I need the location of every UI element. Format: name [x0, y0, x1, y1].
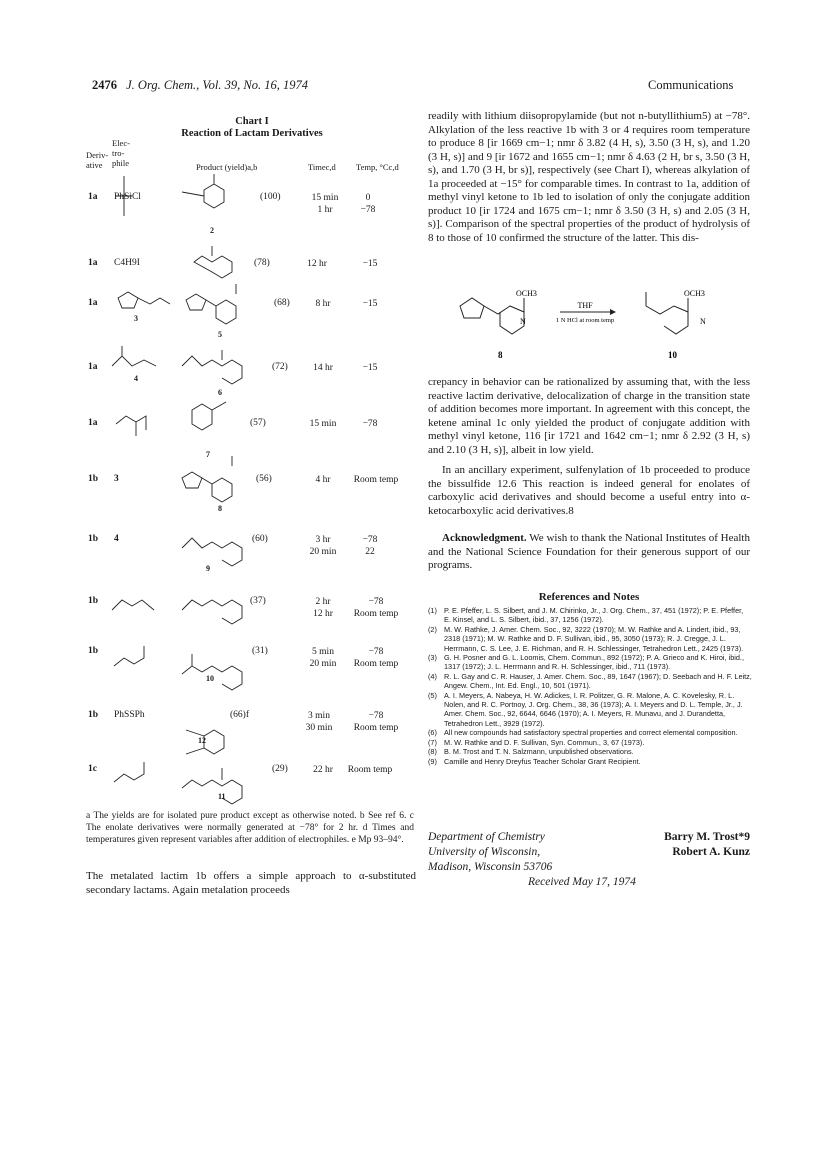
row-temp: −15	[362, 363, 378, 373]
row-compound-number: 7	[206, 450, 210, 459]
row-electrophile: 4	[114, 534, 119, 544]
acknowledgment	[428, 532, 750, 573]
table-row	[88, 646, 418, 706]
row-electrophile: 4	[134, 374, 138, 383]
col-header-time: Timec,d	[308, 162, 336, 172]
row-derivative: 1c	[88, 764, 97, 774]
row-time: 15 min 1 hr	[311, 193, 339, 215]
row-time: 15 min	[309, 419, 337, 429]
table-row	[88, 192, 418, 252]
row-compound-number: 11	[218, 792, 226, 801]
chart-footnote: a The yields are for isolated pure product except as otherwise noted. b See ref 6. c The enolate derivatives were normally generated at −78° for 2 hr. d Times and temperatures given represent variables after addition of electrophiles. e Mp 93–94°.	[86, 811, 414, 845]
row-compound-number: 12	[198, 736, 206, 745]
hydrolysis-scheme	[450, 284, 750, 366]
table-row	[88, 710, 418, 770]
row-temp: Room temp	[353, 475, 399, 485]
reference-item	[428, 747, 752, 756]
reference-number: (5)	[428, 690, 437, 700]
row-yield: (60)	[252, 534, 268, 544]
reference-item	[428, 606, 752, 625]
row-yield: (78)	[254, 258, 270, 268]
row-time: 22 hr	[313, 765, 333, 775]
row-time: 8 hr	[315, 299, 331, 309]
row-electrophile: 3	[134, 314, 138, 323]
row-temp: Room temp	[347, 765, 393, 775]
chart-title-block	[160, 116, 344, 140]
row-yield: (31)	[252, 646, 268, 656]
right-paragraph-2: crepancy in behavior can be rationalized by assuming that, with the less reactive lactim derivative, delocalization of charge in the transition state of addition becomes more important. In agreement with this concept, the ketene aminal 1c only yielded the product of conjugate addition with methyl vinyl ketone, 116 [ir 1721 and 1642 cm−1; nmr δ 2.92 (3 H, s) and 2.10 (3 H, s)], albeit in low yield.	[428, 376, 750, 456]
row-electrophile: PhSSPh	[114, 710, 145, 720]
row-derivative: 1a	[88, 362, 98, 372]
reference-number: (8)	[428, 747, 437, 757]
row-yield: (29)	[272, 764, 288, 774]
reagent-bottom: 1 N HCl at room temp	[555, 317, 615, 324]
row-time: 3 hr 20 min	[309, 535, 337, 557]
left-paragraph: The metalated lactim 1b offers a simple approach to α-substituted secondary lactams. Again metalation proceeds	[86, 870, 416, 896]
row-time: 12 hr	[307, 259, 327, 269]
received-date: Received May 17, 1974	[528, 876, 636, 888]
scheme-label-left: 8	[498, 350, 503, 360]
table-row	[88, 418, 418, 478]
chart-title: Chart I	[235, 116, 269, 127]
section-label: Communications	[648, 78, 734, 92]
reference-number: (7)	[428, 737, 437, 747]
journal-citation: J. Org. Chem., Vol. 39, No. 16, 1974	[126, 78, 308, 92]
scheme-substituent-right: OCH3	[684, 289, 705, 298]
col-header-temp: Temp, °Cc,d	[356, 162, 399, 172]
reference-text: R. L. Gay and C. R. Hauser, J. Amer. Chem. Soc., 89, 1647 (1967); D. Seebach and H. F. Leitz, Angew. Chem., Int. Ed. Engl., 10, 501 (1971).	[444, 671, 752, 691]
table-row	[88, 534, 418, 594]
reference-item	[428, 625, 752, 653]
row-time: 14 hr	[313, 363, 333, 373]
acknowledgment-text: We wish to thank the National Institutes of Health and the National Science Foundation for their generous support of our programs.	[428, 532, 750, 571]
references-title: References and Notes	[538, 591, 640, 603]
author-name: Barry M. Trost*9	[664, 831, 750, 843]
row-compound-number: 5	[218, 330, 222, 339]
row-yield: (57)	[250, 418, 266, 428]
scheme-substituent-left: OCH3	[516, 289, 537, 298]
row-temp: −15	[362, 259, 378, 269]
reference-text: P. E. Pfeffer, L. S. Silbert, and J. M. Chirinko, Jr., J. Org. Chem., 37, 451 (1972); P. E. Pfeffer, E. Kinsel, and L. S. Silbert, ibid., 37, 1256 (1972).	[444, 606, 744, 625]
authors	[650, 830, 750, 860]
row-time: 4 hr	[315, 475, 331, 485]
table-row	[88, 474, 418, 534]
reference-text: All new compounds had satisfactory spectral properties and correct elemental composition.	[444, 728, 738, 738]
affiliation-line: Department of Chemistry	[428, 831, 545, 843]
scheme-label-right: 10	[668, 350, 677, 360]
reference-text: G. H. Posner and G. L. Loomis, Chem. Commun., 892 (1972); P. A. Grieco and K. Hiroi, ibid., 1317 (1972); J. L. Herrmann and R. H. Schlessinger, ibid., 711 (1973).	[444, 653, 744, 672]
row-compound-number: 2	[210, 226, 214, 235]
col-header-electrophile: Elec- tro- phile	[112, 138, 130, 168]
author-name: Robert A. Kunz	[672, 846, 750, 858]
page-number: 2476	[92, 78, 117, 92]
row-electrophile: C4H9I	[114, 258, 140, 268]
col-header-product: Product (yield)a,b	[196, 162, 258, 172]
row-temp: −15	[362, 299, 378, 309]
row-time: 2 hr 12 hr	[313, 597, 333, 619]
row-derivative: 1a	[88, 192, 98, 202]
row-yield: (56)	[256, 474, 272, 484]
row-time: 5 min 20 min	[309, 647, 337, 669]
affiliation	[428, 830, 552, 875]
row-yield: (37)	[250, 596, 266, 606]
row-yield: (68)	[274, 298, 290, 308]
row-derivative: 1b	[88, 646, 99, 656]
reference-text: M. W. Rathke and D. F. Sullivan, Syn. Commun., 3, 67 (1973).	[444, 737, 645, 747]
row-electrophile: 3	[114, 474, 119, 484]
reference-number: (2)	[428, 624, 437, 634]
row-temp: 0 −78	[360, 193, 376, 215]
right-paragraph-3: In an ancillary experiment, sulfenylation of 1b proceeded to produce the bissulfide 12.6 This reaction is indeed general for enolates of carboxylic acid derivatives and should become a useful entry into α-ketocarboxylic acid derivatives.8	[428, 464, 750, 517]
row-derivative: 1a	[88, 298, 98, 308]
reference-text: M. W. Rathke, J. Amer. Chem. Soc., 92, 3222 (1970); M. W. Rathke and A. Lindert, ibid., 93, 2318 (1971); M. W. Rathke and D. F. Sullivan, ibid., 95, 3050 (1973); R. J. Cregge, J. L. Herrmann, C. S. Lee, J. E. Richman, and R. H. Schlessinger, Tetrahedron Lett., 2425 (1973).	[444, 624, 744, 653]
col-header-derivative: Deriv- ative	[86, 150, 109, 170]
row-temp: −78 Room temp	[353, 711, 399, 733]
row-compound-number: 6	[218, 388, 222, 397]
row-electrophile: PhSiCl	[114, 192, 141, 202]
row-compound-number: 8	[218, 504, 222, 513]
row-yield: (72)	[272, 362, 288, 372]
reference-item	[428, 738, 752, 747]
scheme-structures	[460, 292, 688, 334]
reference-item	[428, 691, 752, 729]
reference-item	[428, 672, 752, 691]
acknowledgment-heading: Acknowledgment.	[442, 532, 527, 544]
row-derivative: 1b	[88, 474, 99, 484]
scheme-heteroatom-right: N	[700, 317, 706, 326]
reagent-top: THF	[577, 301, 593, 310]
reference-text: A. I. Meyers, A. Nabeya, H. W. Adickes, I. R. Politzer, G. R. Malone, A. C. Kovelesky, R. L. Nolen, and R. C. Portnoy, J. Org. Chem., 38, 36 (1973); A. I. Meyers and D. L. Temple, Jr., J. Amer. Chem. Soc., 92, 6644, 6646 (1970); A. I. Meyers, R. Munavu, and J. Durandetta, Tetrahedron Lett., 3929 (1972).	[444, 690, 743, 728]
row-compound-number: 9	[206, 564, 210, 573]
reference-item	[428, 757, 752, 766]
references-list	[428, 606, 752, 766]
reference-text: B. M. Trost and T. N. Salzmann, unpublished observations.	[444, 747, 634, 757]
row-derivative: 1a	[88, 418, 98, 428]
right-paragraph-1: readily with lithium diisopropylamide (but not n-butyllithium5) at −78°. Alkylation of the less reactive 1b with 3 or 4 requires room temperature to produce 8 [ir 1669 cm−1; nmr δ 3.82 (4 H, s), 3.50 (3 H, s), and 1.20 (3 H, s)] and 9 [ir 1672 and 1655 cm−1; nmr δ 4.63 (2 H, br s, 3.50 (3 H, s), and 1.70 (3 H, br s)], respectively (see Chart I), whereas alkylation of 1a proceeded at −15° for comparable times. In contrast to 1a, addition of methyl vinyl ketone to 1b led to isolation of only the conjugate addition product 10 [ir 1724 and 1675 cm−1; nmr δ 3.50 (3 H, s) and 2.05 (3 H, s)]. Comparison of the spectral properties of the product of hydrolysis of 8 to those of 10 confirmed the structure of the latter. This dis-	[428, 110, 750, 244]
reference-number: (1)	[428, 606, 437, 615]
row-derivative: 1b	[88, 596, 99, 606]
row-yield: (66)f	[230, 710, 249, 720]
row-derivative: 1b	[88, 534, 99, 544]
row-time: 3 min 30 min	[305, 711, 333, 733]
chart-subtitle: Reaction of Lactam Derivatives	[181, 128, 323, 139]
affiliation-line: Madison, Wisconsin 53706	[428, 861, 553, 873]
table-row	[88, 362, 418, 422]
row-temp: −78 22	[362, 535, 378, 557]
row-temp: −78 Room temp	[353, 597, 399, 619]
reference-number: (3)	[428, 653, 437, 663]
reference-number: (6)	[428, 728, 437, 738]
row-compound-number: 10	[206, 674, 214, 683]
reference-number: (9)	[428, 756, 437, 766]
reference-text: Camille and Henry Dreyfus Teacher Scholar Grant Recipient.	[444, 756, 641, 766]
reference-item	[428, 653, 752, 672]
scheme-heteroatom-left: N	[520, 317, 526, 326]
table-row	[88, 298, 418, 358]
running-header	[92, 78, 308, 93]
row-derivative: 1a	[88, 258, 98, 268]
row-derivative: 1b	[88, 710, 99, 720]
row-temp: −78 Room temp	[353, 647, 399, 669]
reference-number: (4)	[428, 671, 437, 681]
affiliation-line: University of Wisconsin,	[428, 846, 541, 858]
row-yield: (100)	[260, 192, 281, 202]
reference-item	[428, 728, 752, 737]
row-temp: −78	[362, 419, 378, 429]
arrowhead-icon	[610, 309, 616, 315]
